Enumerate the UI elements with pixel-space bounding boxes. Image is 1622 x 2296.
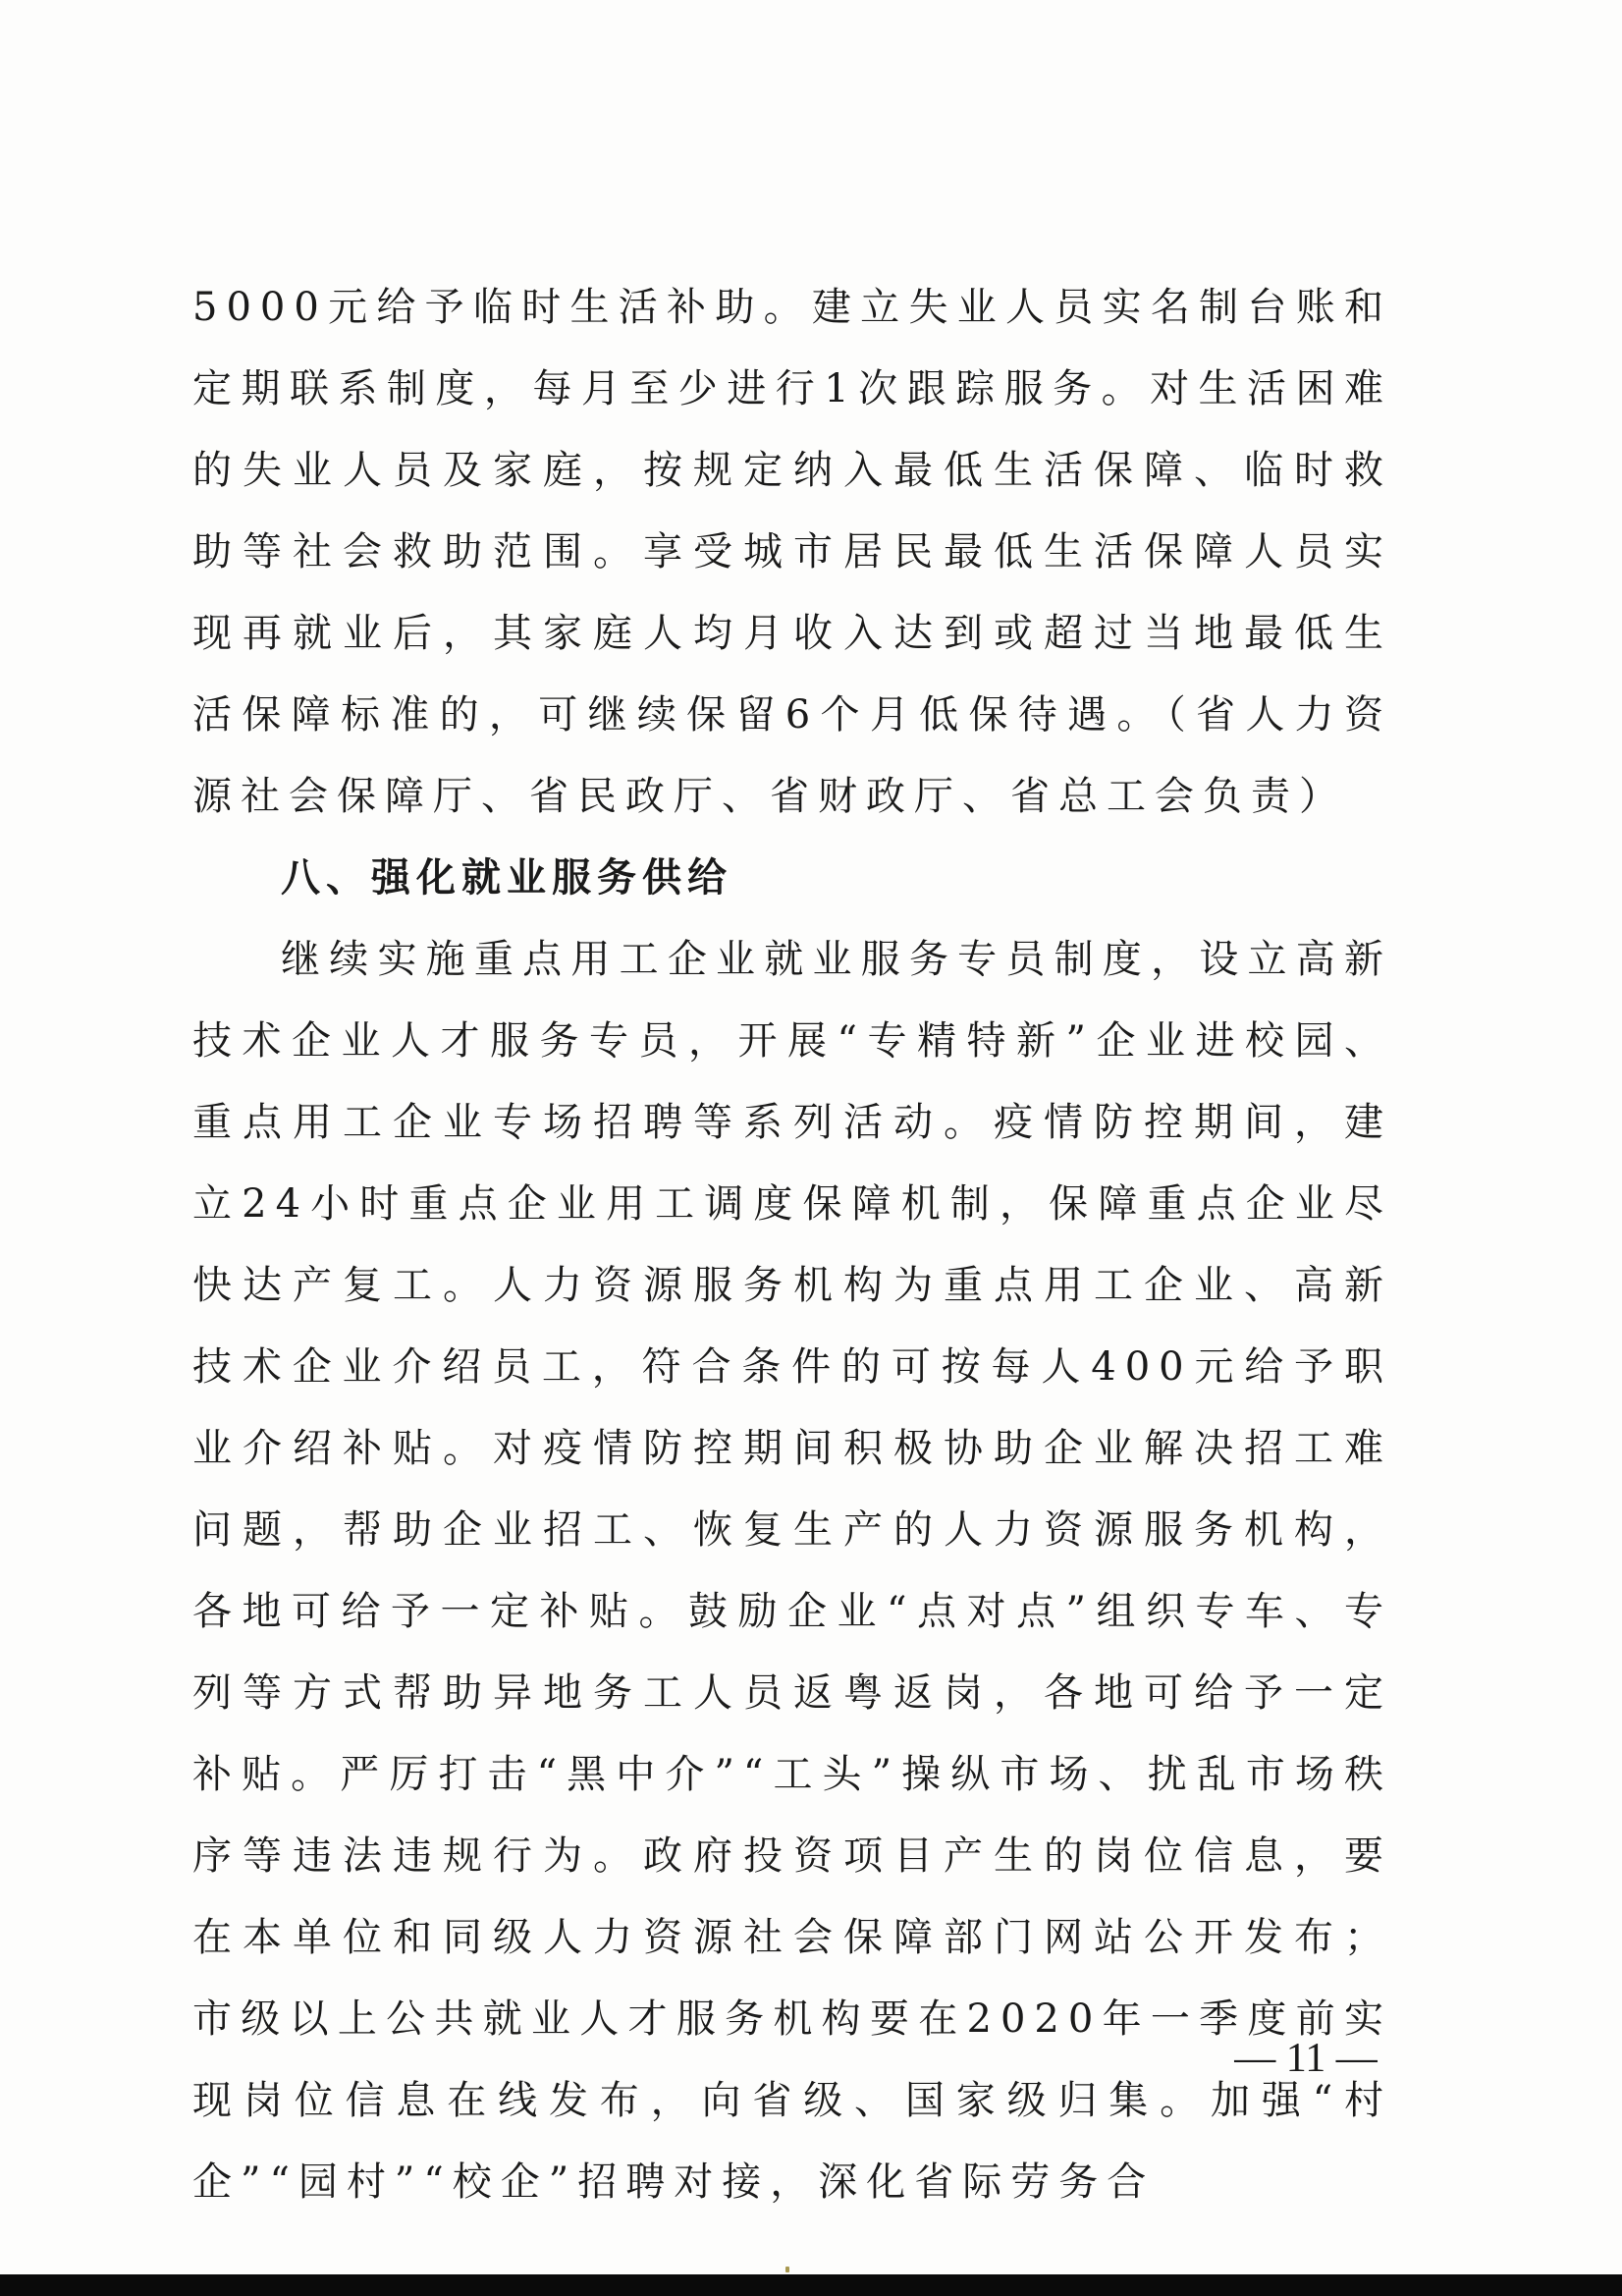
paragraph-unemployment-assistance: 5000元给予临时生活补助。建立失业人员实名制台账和定期联系制度，每月至少进行1次跟踪服务。对生活困难的失业人员及家庭，按规定纳入最低生活保障、临时救助等社会救助范围。享受城市居民最低生活保障人员实现再就业后，其家庭人均月收入达到或超过当地最低生活保障标准的，可继续保留6个月低保待遇。（省人力资源社会保障厅、省民政厅、省财政厅、省总工会负责） xyxy=(192,285,1392,819)
section-heading-employment-services: 八、强化就业服务供给 xyxy=(281,855,732,901)
document-body xyxy=(192,267,1392,2223)
page-number: — 11 — xyxy=(1234,2036,1378,2081)
scan-bottom-edge xyxy=(0,2274,1622,2296)
paragraph-employment-services: 继续实施重点用工企业就业服务专员制度，设立高新技术企业人才服务专员，开展“专精特新”企业进校园、重点用工企业专场招聘等系列活动。疫情防控期间，建立24小时重点企业用工调度保障机制，保障重点企业尽快达产复工。人力资源服务机构为重点用工企业、高新技术企业介绍员工，符合条件的可按每人400元给予职业介绍补贴。对疫情防控期间积极协助企业解决招工难问题，帮助企业招工、恢复生产的人力资源服务机构，各地可给予一定补贴。鼓励企业“点对点”组织专车、专列等方式帮助异地务工人员返粤返岗，各地可给予一定补贴。严厉打击“黑中介”“工头”操纵市场、扰乱市场秩序等违法违规行为。政府投资项目产生的岗位信息，要在本单位和同级人力资源社会保障部门网站公开发布；市级以上公共就业人才服务机构要在2020年一季度前实现岗位信息在线发布，向省级、国家级归集。加强“村企”“园村”“校企”招聘对接，深化省际劳务合 xyxy=(192,937,1392,2205)
scan-artifact xyxy=(785,2267,789,2272)
